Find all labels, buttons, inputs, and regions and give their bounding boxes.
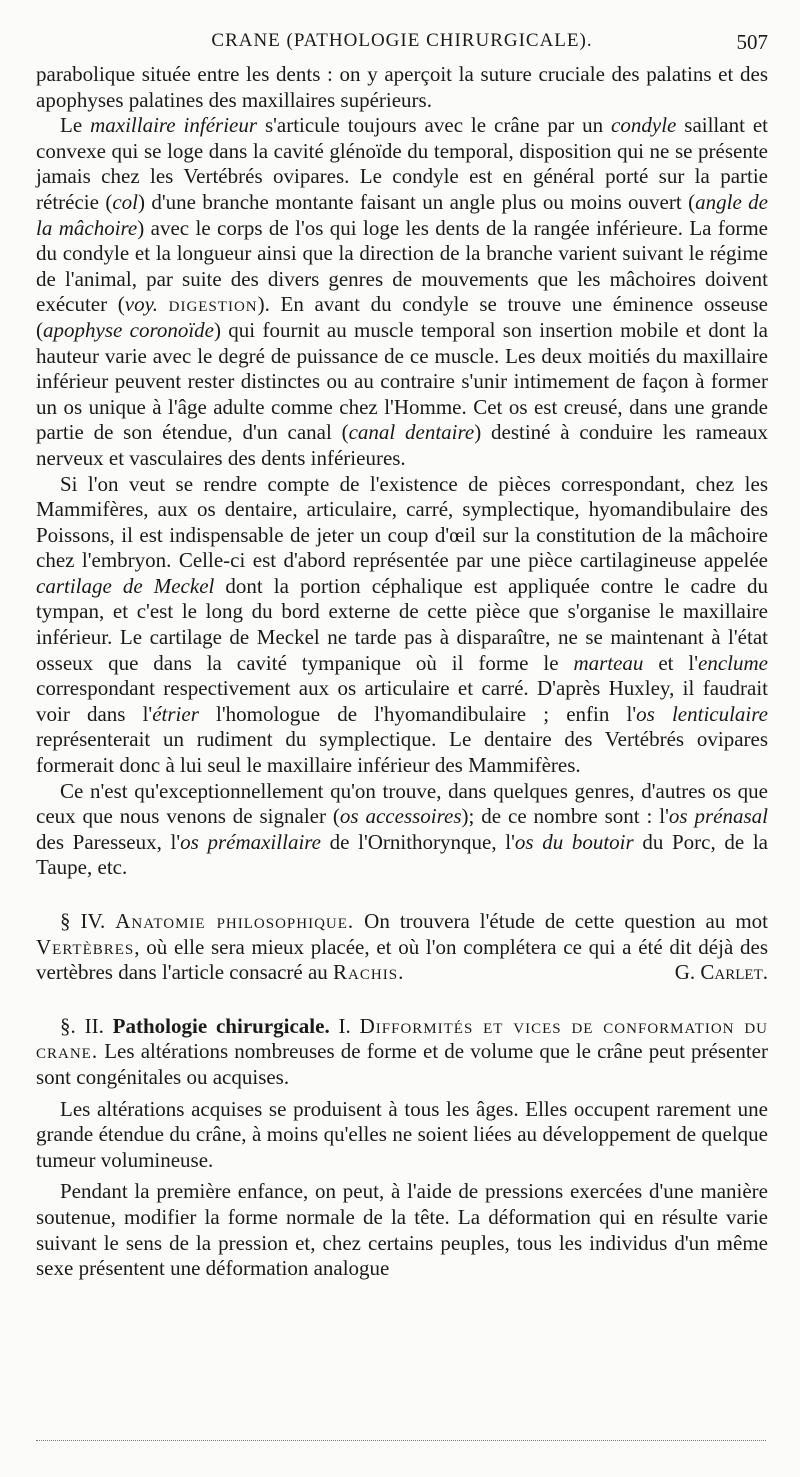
text-run: § IV. [60,909,116,933]
text-run: ); de ce nombre sont : l' [461,804,669,829]
footer-dotted-rule [36,1440,766,1441]
author-signature: G. Carlet. [674,960,768,985]
text-run: ) d'une branche montante faisant un angle plus ou moins ouvert ( [138,189,696,214]
text-run: ) qui fournit au muscle temporal son insertion mobile et dont la hauteur varie avec le degré de puissance de ce muscle. Les deux moitiés du maxillaire inférieur peuvent rester distinctes ou au contraire s'unir intimement de façon à former un os unique à l'âge adulte comme chez l'Homme. Cet os est creusé, dans une grande partie de son étendue, d'un canal ( [36,317,768,445]
small-caps-term: Anatomie philosophique. [115,909,355,933]
text-run: Si l'on veut se rendre compte de l'existence de pièces correspondant, chez les Mammifères, aux os dentaire, articulaire, carré, symplectique, hyomandibulaire des Poissons, il est indispensable de jeter un coup d'œil sur la constitution de la mâchoire chez l'embryon. Celle-ci est d'abord représentée par une pièce cartilagineuse appelée [36,471,768,573]
text-run: , où elle sera mieux placée, et où l'on complétera ce qui a été dit déjà des vertèbres dans l'article consacré au [36,934,768,985]
text-run: saillant et convexe qui se loge dans la cavité glénoïde du temporal, disposition qui ne se présente jamais chez les Vertébrés ovipares. Le condyle est en général porté sur la partie rétrécie ( [36,113,768,214]
text-run: parabolique située entre les dents : on y aperçoit la suture cruciale des palatins et des apophyses palatines des maxillaires supérieurs. [36,62,768,112]
text-run: I. [329,1013,360,1038]
text-run: §. II. [60,1013,113,1038]
text-run: ) destiné à conduire les rameaux nerveux et vasculaires des dents inférieures. [36,420,769,470]
text-run: ). En avant du condyle se trouve une éminence osseuse ( [36,292,768,342]
small-caps-term: Difformités et vices de conformation du crane. [36,1013,768,1064]
text-run: l'homologue de l'hyomandibulaire ; enfin l' [198,701,637,726]
body-text [36,62,768,1282]
text-run: représenterait un rudiment du symplectique. Le dentaire des Vertébrés ovipares formerait donc à lui seul le maxillaire inférieur des Mammifères. [36,727,768,778]
italic-term: os prémaxillaire [180,829,321,854]
italic-term: col [112,189,138,214]
text-run: et l' [643,650,699,675]
italic-term: apophyse coronoïde [43,317,214,342]
italic-term: marteau [573,650,644,675]
bold-heading: Pathologie chirurgicale. [112,1013,330,1038]
italic-term: canal dentaire [348,420,475,445]
italic-term: enclume [698,650,768,675]
paragraph [36,113,768,471]
text-run: Ce n'est qu'exceptionnellement qu'on trouve, dans quelques genres, d'autres os que ceux que nous venons de signaler ( [36,778,768,829]
small-caps-term: digestion [168,292,258,317]
paragraph [36,472,768,779]
italic-term: os lenticulaire [636,701,768,726]
text-run: du Porc, de la Taupe, etc. [36,829,769,880]
text-run [158,292,169,316]
text-run: des Paresseux, l' [36,829,181,854]
text-run: Les altérations nombreuses de forme et de volume que le crâne peut présenter sont congénitales ou acquises. [36,1039,768,1089]
text-run: . [398,960,404,985]
text-run: dont la portion céphalique est appliquée contre le cadre du tympan, et c'est le long du bord externe de cette pièce que s'organise le maxillaire inférieur. Le cartilage de Meckel ne tarde pas à disparaître, ne se maintenant à l'état osseux que dans la cavité tympanique où il forme le [36,573,768,675]
paragraph [36,909,768,986]
paragraph [36,62,768,113]
paragraph [36,779,768,881]
italic-term: angle de la mâchoire [36,189,768,240]
text-run: Pendant la première enfance, on peut, à l'aide de pressions exercées d'une manière soutenue, modifier la forme normale de la tête. La déformation qui en résulte varie suivant le sens de la pression et, chez certains peuples, tous les individus d'un même sexe présentent une déformation analogue [36,1179,768,1281]
running-head [36,30,768,56]
italic-term: étrier [152,701,199,726]
italic-term: cartilage de Meckel [36,573,215,598]
text-run: correspondant respectivement aux os articulaire et carré. D'après Huxley, il faudrait voir dans l' [36,676,768,726]
paragraph [36,1179,768,1281]
text-run: s'articule toujours avec le crâne par un [257,113,612,138]
small-caps-term: Rachis [333,960,399,985]
text-run: ) avec le corps de l'os qui loge les dents de la rangée inférieure. La forme du condyle et la longueur ainsi que la direction de la branche varient suivant le régime de l'animal, par suite des divers genres de mouvements que les mâchoires doivent exécuter ( [36,215,769,317]
page-number: 507 [736,30,768,54]
italic-term: voy. [124,292,158,317]
italic-term: os du boutoir [514,829,634,854]
italic-term: maxillaire inférieur [90,113,258,138]
italic-term: condyle [611,113,677,138]
running-title: CRANE (PATHOLOGIE CHIRURGICALE). [211,30,593,51]
italic-term: os accessoires [339,804,462,829]
text-run: On trouvera l'étude de cette question au mot [354,909,769,933]
paragraph [36,1014,768,1091]
paragraph [36,1097,768,1174]
text-run: de l'Ornithorynque, l' [321,829,515,854]
small-caps-term: Vertèbres [36,934,135,959]
text-run: Le [60,113,91,138]
text-run: Les altérations acquises se produisent à tous les âges. Elles occupent rarement une grande étendue du crâne, à moins qu'elles ne soient liées au développement de quelque tumeur volumineuse. [36,1096,768,1172]
italic-term: os prénasal [668,804,769,829]
